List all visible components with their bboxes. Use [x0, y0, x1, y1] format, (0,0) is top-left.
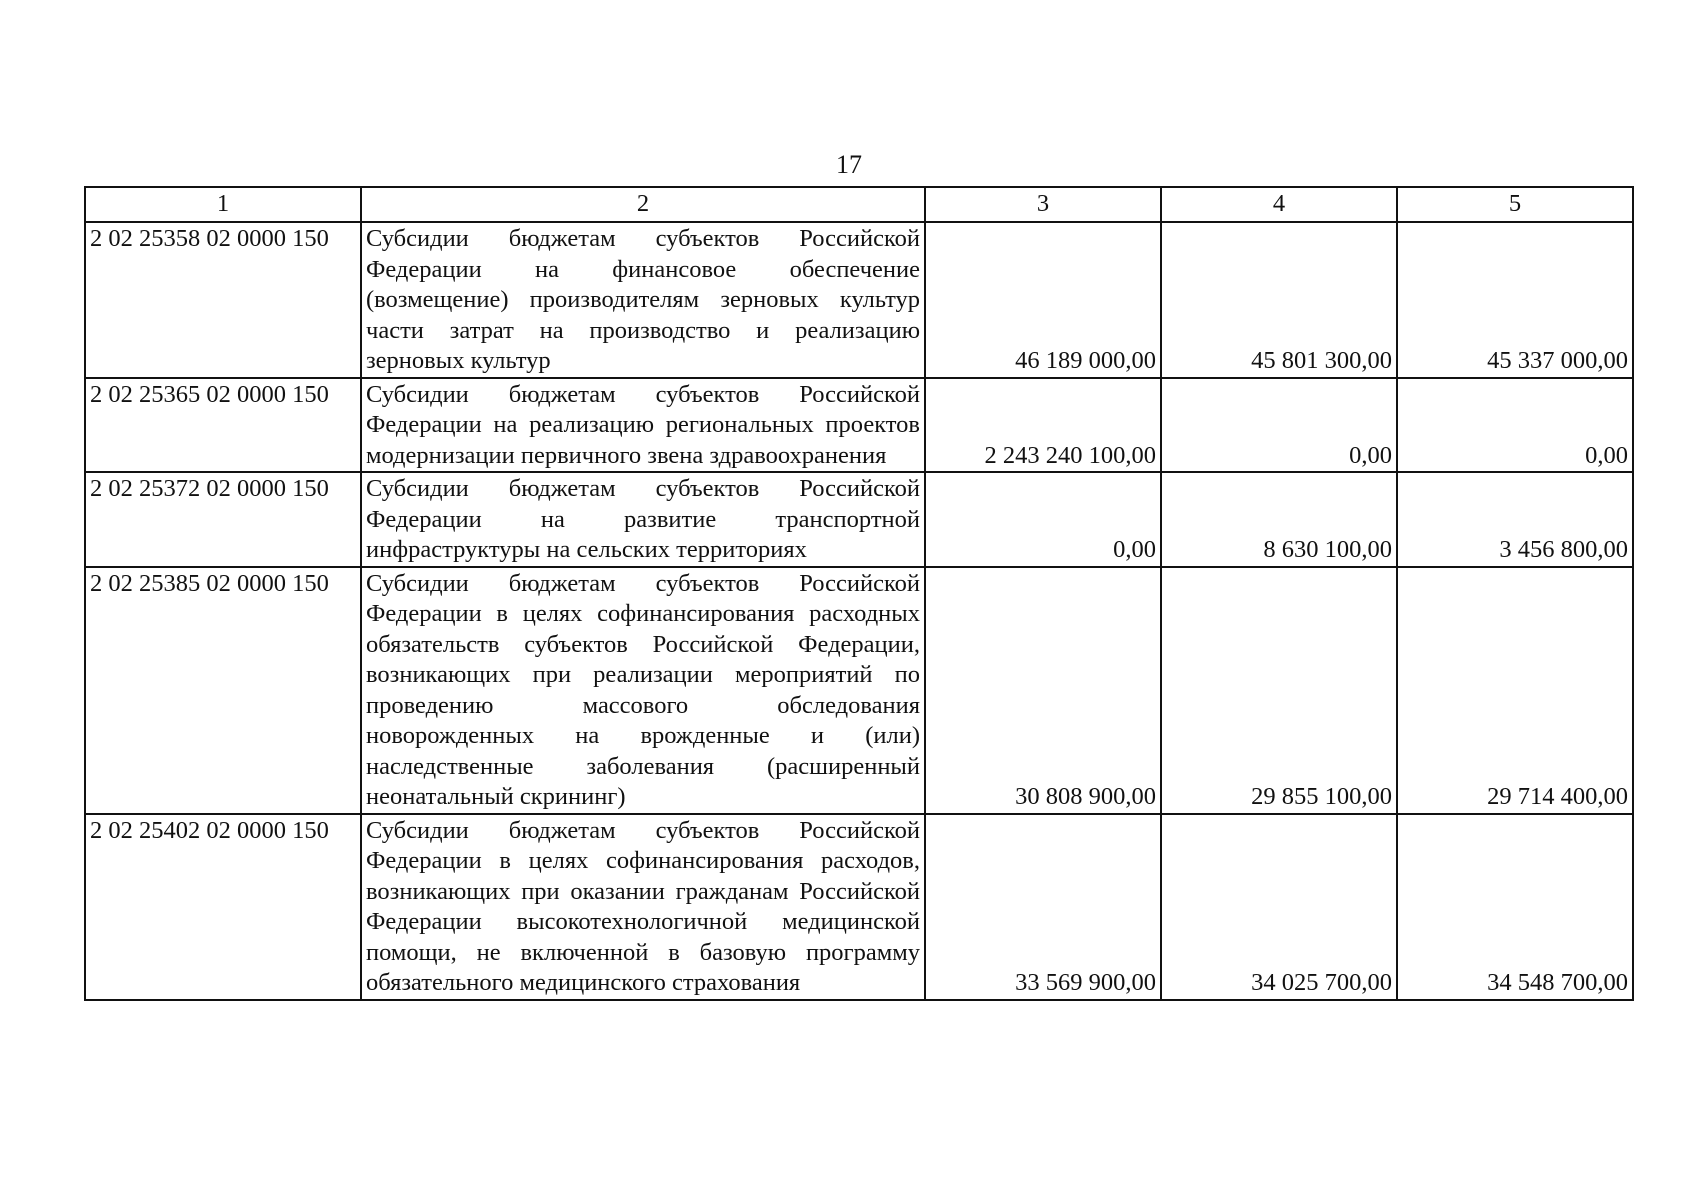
description-cell: Субсидии бюджетам субъектов Российской Федерации на реализацию региональных проектов модернизации первичного звена здравоохранения — [361, 378, 925, 473]
budget-code-cell: 2 02 25402 02 0000 150 — [85, 814, 361, 1000]
column-header: 4 — [1161, 187, 1397, 222]
amount-cell-col5: 45 337 000,00 — [1397, 222, 1633, 378]
budget-code-cell: 2 02 25358 02 0000 150 — [85, 222, 361, 378]
table-header-row — [85, 187, 1633, 222]
amount-cell-col4: 34 025 700,00 — [1161, 814, 1397, 1000]
amount-cell-col5: 0,00 — [1397, 378, 1633, 473]
budget-code-cell: 2 02 25372 02 0000 150 — [85, 472, 361, 567]
amount-cell-col3: 2 243 240 100,00 — [925, 378, 1161, 473]
amount-cell-col5: 34 548 700,00 — [1397, 814, 1633, 1000]
amount-cell-col5: 3 456 800,00 — [1397, 472, 1633, 567]
table-row — [85, 567, 1633, 814]
column-header: 2 — [361, 187, 925, 222]
table-row — [85, 814, 1633, 1000]
budget-code-cell: 2 02 25385 02 0000 150 — [85, 567, 361, 814]
amount-cell-col3: 46 189 000,00 — [925, 222, 1161, 378]
column-header: 1 — [85, 187, 361, 222]
description-cell: Субсидии бюджетам субъектов Российской Федерации на финансовое обеспечение (возмещение) производителям зерновых культур части затрат на производство и реализацию зерновых культур — [361, 222, 925, 378]
amount-cell-col4: 45 801 300,00 — [1161, 222, 1397, 378]
budget-code-cell: 2 02 25365 02 0000 150 — [85, 378, 361, 473]
budget-table — [84, 186, 1634, 1001]
column-header: 3 — [925, 187, 1161, 222]
amount-cell-col5: 29 714 400,00 — [1397, 567, 1633, 814]
table-row — [85, 222, 1633, 378]
description-cell: Субсидии бюджетам субъектов Российской Федерации на развитие транспортной инфраструктуры на сельских территориях — [361, 472, 925, 567]
amount-cell-col4: 8 630 100,00 — [1161, 472, 1397, 567]
amount-cell-col4: 0,00 — [1161, 378, 1397, 473]
page-number: 17 — [836, 150, 862, 179]
amount-cell-col4: 29 855 100,00 — [1161, 567, 1397, 814]
table-row — [85, 378, 1633, 473]
table-row — [85, 472, 1633, 567]
amount-cell-col3: 33 569 900,00 — [925, 814, 1161, 1000]
amount-cell-col3: 0,00 — [925, 472, 1161, 567]
description-cell: Субсидии бюджетам субъектов Российской Федерации в целях софинансирования расходных обязательств субъектов Российской Федерации, возникающих при реализации мероприятий по проведению массового обследования новорожденных на врожденные и (или) наследственные заболевания (расширенный неонатальный скрининг) — [361, 567, 925, 814]
amount-cell-col3: 30 808 900,00 — [925, 567, 1161, 814]
column-header: 5 — [1397, 187, 1633, 222]
description-cell: Субсидии бюджетам субъектов Российской Федерации в целях софинансирования расходов, возникающих при оказании гражданам Российской Федерации высокотехнологичной медицинской помощи, не включенной в базовую программу обязательного медицинского страхования — [361, 814, 925, 1000]
